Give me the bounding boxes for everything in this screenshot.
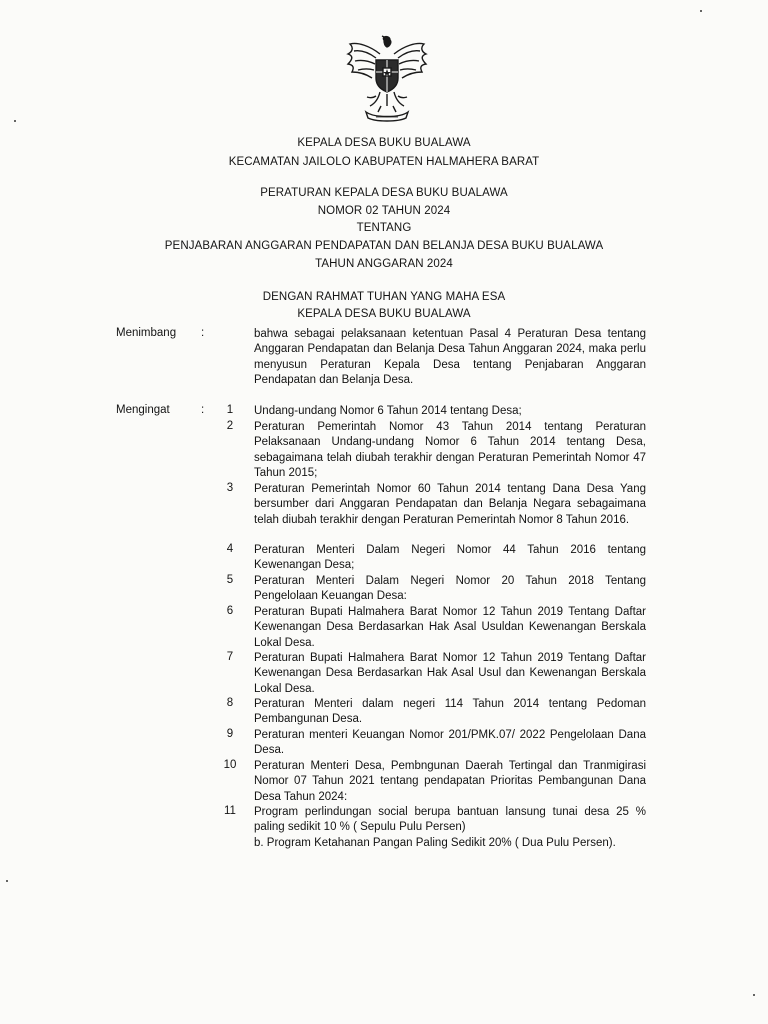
list-item: Peraturan Menteri Dalam Negeri Nomor 20 Tahun 2018 Tentang Pengelolaan Keuangan Desa: xyxy=(254,575,646,603)
garuda-emblem xyxy=(340,34,434,124)
regulation-about: TENTANG xyxy=(356,222,412,234)
menimbang-colon: : xyxy=(201,327,205,339)
menimbang-label: Menimbang xyxy=(116,327,177,339)
regulation-title: PERATURAN KEPALA DESA BUKU BUALAWA xyxy=(260,187,508,199)
item-number: 9 xyxy=(226,728,234,740)
list-item-sub: b. Program Ketahanan Pangan Paling Sedikit 20% ( Dua Pulu Persen). xyxy=(254,837,616,849)
item-number: 11 xyxy=(224,805,236,817)
list-item: Peraturan Menteri dalam negeri 114 Tahun 2014 tentang Pedoman Pembangunan Desa. xyxy=(254,698,646,726)
list-item: Peraturan Pemerintah Nomor 60 Tahun 2014 tentang Dana Desa Yang bersumber dari Anggaran Pendapatan dan Belanja Negara sebagaimana telah diubah terakhir dengan Peraturan Pemerintah Nomor 8 Tahun 2016. xyxy=(254,483,646,526)
menimbang-text: bahwa sebagai pelaksanaan ketentuan Pasal 4 Peraturan Desa tentang Anggaran Pendapatan dan Belanja Desa Tahun Anggaran 2024, maka perlu menyusun Peraturan Kepala Desa tentang Penjabaran Anggaran Pendapatan dan Belanja Desa. xyxy=(254,328,646,386)
item-number: 10 xyxy=(223,759,237,771)
item-number: 7 xyxy=(226,651,234,663)
scan-speck xyxy=(14,120,16,122)
preamble-line2: KEPALA DESA BUKU BUALAWA xyxy=(297,308,471,320)
list-item: Program perlindungan social berupa bantuan lansung tunai desa 25 % paling sedikit 10 % ( Sepulu Pulu Persen) xyxy=(254,806,646,834)
item-number: 2 xyxy=(226,420,234,432)
item-number: 5 xyxy=(226,574,234,586)
list-item: Undang-undang Nomor 6 Tahun 2014 tentang Desa; xyxy=(254,405,522,417)
item-number: 4 xyxy=(226,543,234,555)
item-number: 6 xyxy=(226,605,234,617)
list-item: Peraturan Bupati Halmahera Barat Nomor 12 Tahun 2019 Tentang Daftar Kewenangan Desa Berdasarkan Hak Asal Usuldan Kewenangan Berskala Lokal Desa. xyxy=(254,606,646,649)
list-item: Peraturan Menteri Dalam Negeri Nomor 44 Tahun 2016 tentang Kewenangan Desa; xyxy=(254,544,646,572)
regulation-year: TAHUN ANGGARAN 2024 xyxy=(315,258,453,270)
mengingat-label: Mengingat xyxy=(116,404,170,416)
regulation-number: NOMOR 02 TAHUN 2024 xyxy=(317,205,451,217)
list-item: Peraturan Bupati Halmahera Barat Nomor 12 Tahun 2019 Tentang Daftar Kewenangan Desa Berdasarkan Hak Asal Usul dan Kewenangan Berskala Lokal Desa. xyxy=(254,652,646,695)
list-item: Peraturan Menteri Desa, Pembngunan Daerah Tertingal dan Tranmigirasi Nomor 07 Tahun 2021 tentang pendapatan Prioritas Pembangunan Dana Desa Tahun 2024: xyxy=(254,760,646,803)
scan-speck xyxy=(6,880,8,882)
issuer-title: KEPALA DESA BUKU BUALAWA xyxy=(297,137,471,149)
mengingat-colon: : xyxy=(201,404,205,416)
scan-speck xyxy=(753,994,755,996)
list-item: Peraturan Pemerintah Nomor 43 Tahun 2014 tentang Peraturan Pelaksanaan Undang-undang Nomor 6 Tahun 2014 tentang Desa, sebagaimana telah diubah terakhir dengan Peraturan Pemerintah Nomor 47 Tahun 2015; xyxy=(254,421,646,479)
preamble-line1: DENGAN RAHMAT TUHAN YANG MAHA ESA xyxy=(262,291,506,303)
item-number: 8 xyxy=(226,697,234,709)
issuer-subtitle: KECAMATAN JAILOLO KABUPATEN HALMAHERA BARAT xyxy=(228,156,540,168)
list-item: Peraturan menteri Keuangan Nomor 201/PMK.07/ 2022 Pengelolaan Dana Desa. xyxy=(254,729,646,757)
regulation-subject: PENJABARAN ANGGARAN PENDAPATAN DAN BELANJA DESA BUKU BUALAWA xyxy=(164,240,604,252)
item-number: 1 xyxy=(226,404,234,416)
scan-speck xyxy=(700,10,702,12)
item-number: 3 xyxy=(226,482,234,494)
